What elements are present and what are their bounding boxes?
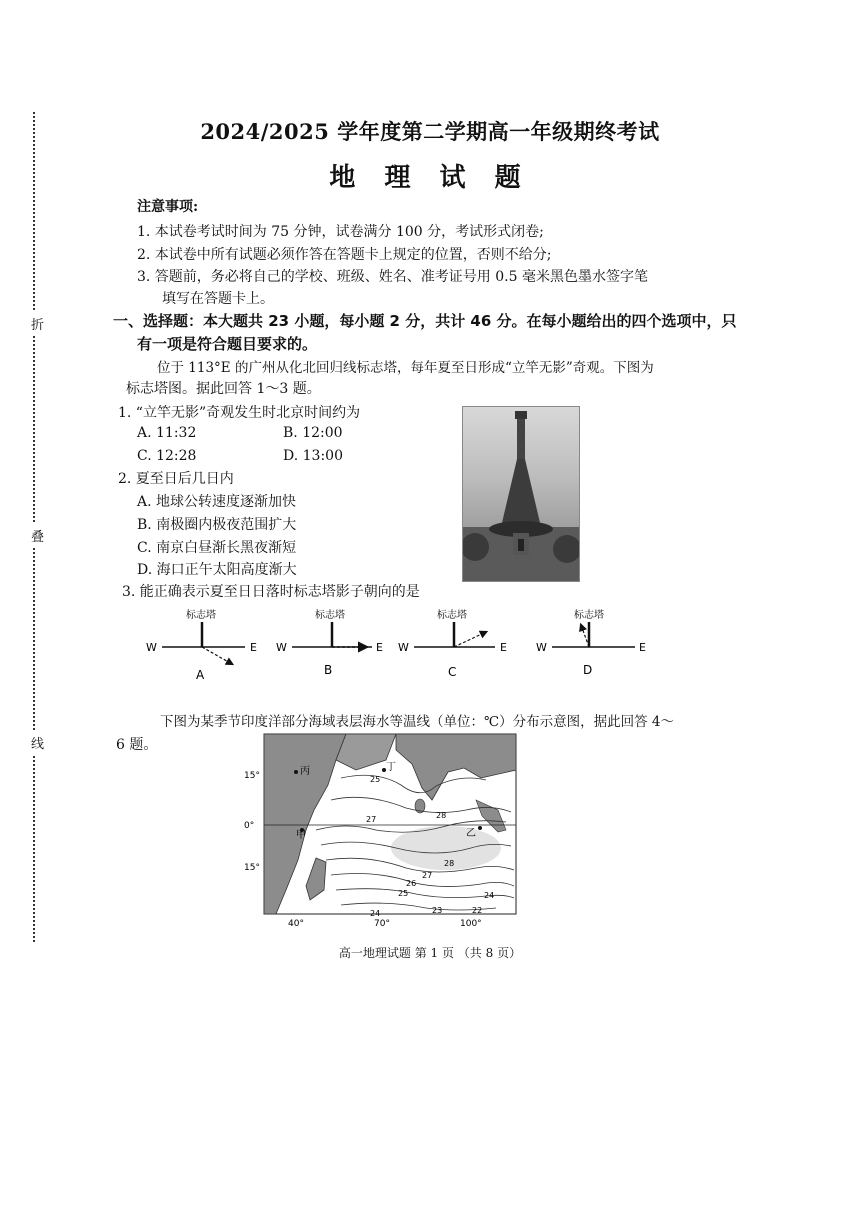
svg-text:26: 26	[406, 879, 417, 888]
indian-ocean-isotherm-map	[236, 730, 526, 930]
section-heading-cont: 有一项是符合题目要求的。	[137, 335, 318, 353]
place-label-yi: 乙	[466, 828, 476, 839]
place-label-jia: 甲	[296, 830, 306, 841]
passage-intro: 位于 113°E 的广州从化北回归线标志塔，每年夏至日形成“立竿无影”奇观。下图为	[157, 360, 654, 376]
q1-option-b: B. 12:00	[283, 425, 343, 441]
svg-text:22: 22	[472, 906, 483, 915]
east-label: E	[639, 641, 646, 654]
option-label-b: B	[324, 663, 333, 677]
lon-label: 40°	[288, 919, 304, 929]
note-item: 填写在答题卡上。	[162, 291, 274, 307]
place-label-ding: 丁	[386, 762, 396, 773]
note-item: 2. 本试卷中所有试题必须作答在答题卡上规定的位置，否则不给分;	[137, 247, 552, 263]
note-item: 3. 答题前，务必将自己的学校、班级、姓名、准考证号用 0.5 毫米黑色墨水签字笔	[137, 269, 648, 285]
passage-intro-2: 下图为某季节印度洋部分海域表层海水等温线（单位：℃）分布示意图，据此回答 4～	[160, 714, 674, 730]
svg-text:25: 25	[370, 775, 381, 784]
tower-photo	[462, 406, 580, 582]
q1-option-a: A. 11:32	[137, 425, 197, 441]
q2-option-d: D. 海口正午太阳高度渐大	[137, 562, 297, 578]
tower-label: 标志塔	[186, 610, 216, 621]
lon-label: 100°	[460, 919, 482, 929]
binding-char: 折	[31, 312, 44, 335]
exam-title: 2024/2025 学年度第二学期高一年级期终考试	[200, 119, 660, 144]
svg-text:28: 28	[436, 811, 447, 820]
tower-label: 标志塔	[574, 610, 604, 621]
note-item: 1. 本试卷考试时间为 75 分钟，试卷满分 100 分，考试形式闭卷;	[137, 224, 544, 240]
option-label-a: A	[196, 668, 205, 682]
diagram-c	[398, 608, 507, 679]
q1-option-d: D. 13:00	[283, 448, 343, 464]
svg-text:27: 27	[366, 815, 377, 824]
west-label: W	[146, 641, 157, 654]
passage-intro-2-cont: 6 题。	[116, 737, 158, 753]
svg-text:24: 24	[484, 891, 495, 900]
diagram-b	[276, 608, 383, 677]
lon-label: 70°	[374, 919, 390, 929]
west-label: W	[276, 641, 287, 654]
diagram-d	[536, 608, 646, 677]
lat-label: 15°	[244, 863, 260, 873]
place-label-bing: 丙	[300, 766, 310, 777]
q2-option-b: B. 南极圈内极夜范围扩大	[137, 517, 297, 533]
q3-shadow-diagrams	[140, 604, 670, 686]
page-footer: 高一地理试题 第 1 页 （共 8 页）	[338, 946, 522, 960]
svg-text:24: 24	[370, 909, 381, 918]
svg-text:27: 27	[422, 871, 433, 880]
diagram-a	[146, 608, 257, 682]
lat-label: 0°	[244, 821, 255, 831]
tower-label: 标志塔	[437, 610, 467, 621]
option-label-c: C	[448, 665, 457, 679]
tower-illustration	[463, 407, 579, 581]
question-3-stem: 3. 能正确表示夏至日日落时标志塔影子朝向的是	[122, 584, 420, 600]
lat-label: 15°	[244, 771, 260, 781]
notes-heading: 注意事项:	[137, 199, 199, 215]
q2-option-c: C. 南京白昼渐长黑夜渐短	[137, 540, 297, 556]
svg-text:23: 23	[432, 906, 443, 915]
east-label: E	[376, 641, 383, 654]
q2-option-a: A. 地球公转速度逐渐加快	[137, 494, 297, 510]
svg-text:28: 28	[444, 859, 455, 868]
binding-char: 叠	[31, 524, 44, 547]
east-label: E	[500, 641, 507, 654]
q1-option-c: C. 12:28	[137, 448, 197, 464]
option-label-d: D	[583, 663, 593, 677]
subject-title: 地 理 试 题	[329, 163, 531, 193]
west-label: W	[536, 641, 547, 654]
binding-char: 线	[31, 731, 44, 754]
question-1-stem: 1. “立竿无影”奇观发生时北京时间约为	[118, 405, 361, 421]
west-label: W	[398, 641, 409, 654]
svg-text:25: 25	[398, 889, 409, 898]
question-2-stem: 2. 夏至日后几日内	[118, 471, 234, 487]
tower-label: 标志塔	[315, 610, 345, 621]
passage-intro-cont: 标志塔图。据此回答 1～3 题。	[126, 381, 321, 397]
section-heading: 一、选择题：本大题共 23 小题，每小题 2 分，共计 46 分。在每小题给出的四个选项中，只	[113, 312, 737, 330]
east-label: E	[250, 641, 257, 654]
